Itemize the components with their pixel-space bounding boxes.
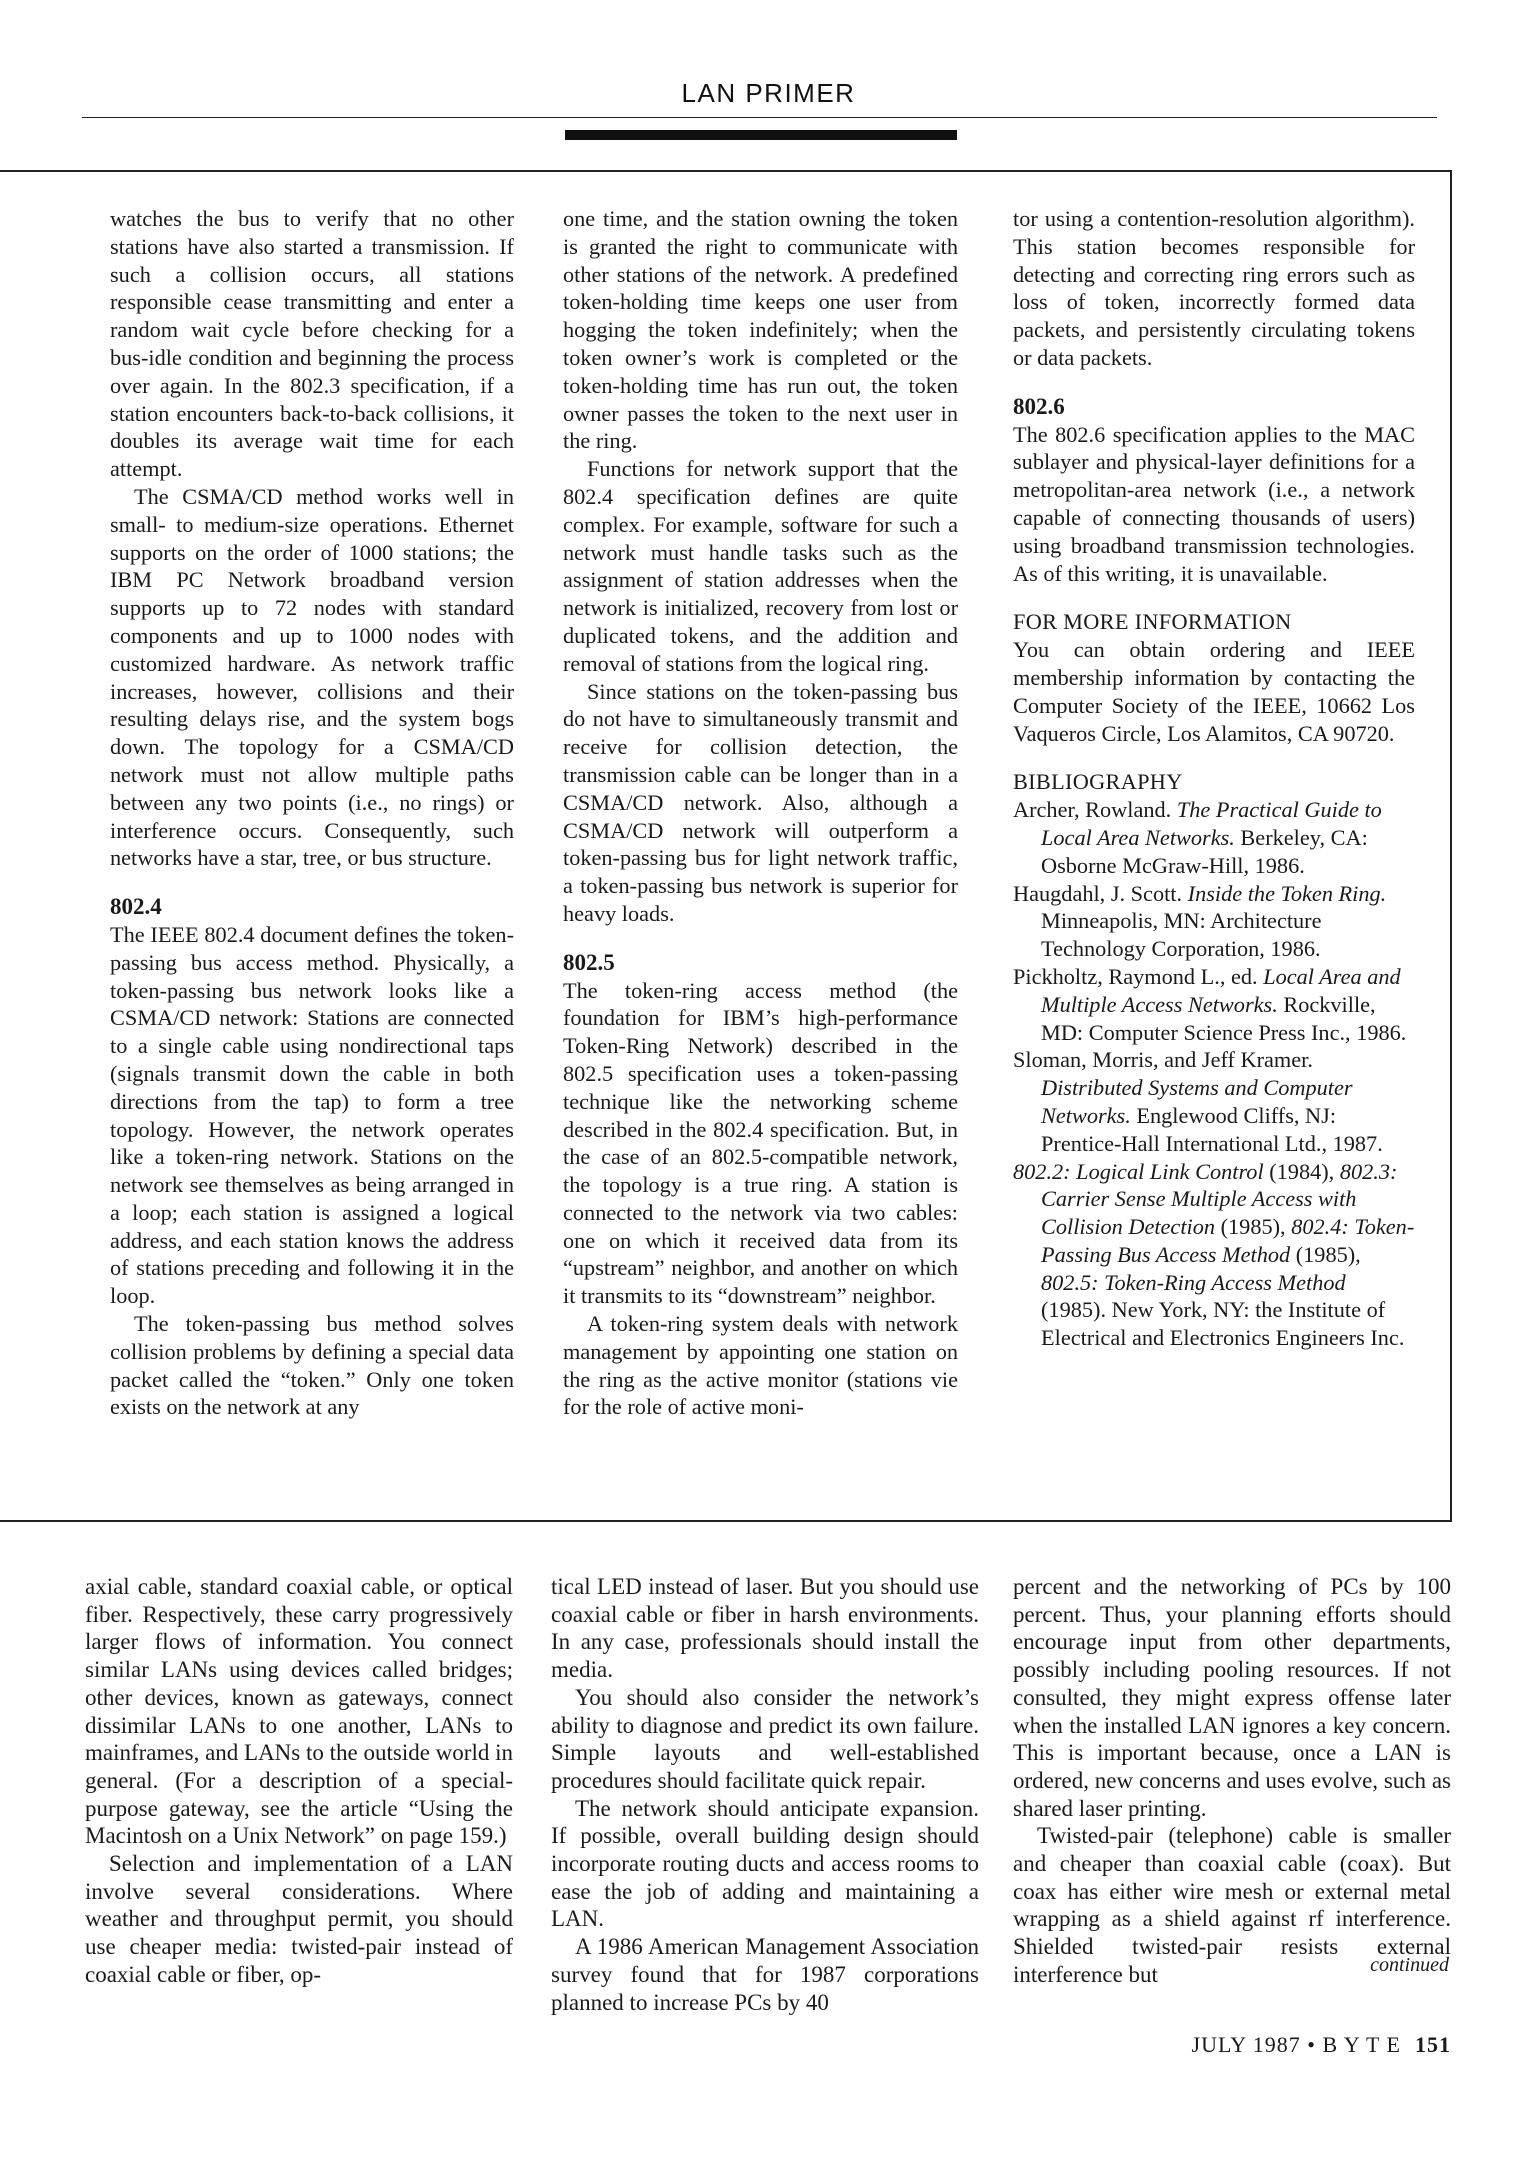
section-heading-802-6: 802.6 <box>1013 393 1065 419</box>
paragraph: watches the bus to verify that no other stations have also started a transmission. If such a collision occurs, all stations responsible cease transmitting and enter a random wait cycle before checking for a bus-idle condition and beginning the process over again. In the 802.3 specification, if a station encounters back-to-back collisions, it doubles its average wait time for each attempt. <box>110 206 514 482</box>
paragraph: The network should anticipate expansion. If possible, overall building design should incorporate routing ducts and access rooms to ease the job of adding and maintaining a LAN. <box>551 1795 979 1932</box>
bibliography-list <box>1013 796 1415 1352</box>
bibliography-entry-ieee: 802.2: Logical Link Control (1984), 802.3: Carrier Sense Multiple Access with Collision Detection (1985), 802.4: Token-Passing Bus Access Method (1985), 802.5: Token-Ring Access Method (1985). New York, NY: the Institute of Electrical and Electronics Engineers Inc. <box>1013 1158 1415 1351</box>
sidebar-column-1 <box>110 205 514 1421</box>
page-footer <box>1192 2032 1451 2058</box>
paragraph: Selection and implementation of a LAN involve several considerations. Where weather and throughput permit, you should use cheaper media: twisted-pair instead of coaxial cable or fiber, op- <box>85 1851 513 1987</box>
bibliography-entry: Pickholtz, Raymond L., ed. Local Area and Multiple Access Networks. Rockville, MD: Computer Science Press Inc., 1986. <box>1013 963 1407 1045</box>
issue-label: JULY 1987 • B Y T E <box>1191 2032 1401 2057</box>
sidebar-column-3 <box>1013 205 1415 1352</box>
paragraph: A token-ring system deals with network management by appointing one station on the ring as the active monitor (stations vie for the role of active moni- <box>563 1311 958 1420</box>
main-column-3 <box>1013 1573 1451 1989</box>
paragraph: The CSMA/CD method works well in small- to medium-size operations. Ethernet supports on the order of 1000 stations; the IBM PC Network broadband version supports up to 72 nodes with standard components and up to 1000 nodes with customized hardware. As network traffic increases, however, collisions and their resulting delays rise, and the system bogs down. The topology for a CSMA/CD network must not allow multiple paths between any two points (i.e., no rings) or interference occurs. Consequently, such networks have a star, tree, or bus structure. <box>110 483 514 871</box>
page-header-title: LAN PRIMER <box>681 78 856 108</box>
paragraph: tical LED instead of laser. But you should use coaxial cable or fiber in harsh environments. In any case, professionals should install the media. <box>551 1574 979 1683</box>
header-bar <box>565 130 957 140</box>
paragraph: The IEEE 802.4 document defines the token-passing bus access method. Physically, a token-passing bus network looks like a CSMA/CD network: Stations are connected to a single cable using nondirectional taps (signals transmit down the cable in both directions from the tap) to form a tree topology. However, the network operates like a token-ring network. Stations on the network see themselves as being arranged in a loop; each station is assigned a logical address, and each station knows the address of stations preceding and following it in the loop. <box>110 921 514 1309</box>
main-column-2 <box>551 1573 979 2016</box>
main-column-1 <box>85 1573 513 1989</box>
section-heading-more-info: FOR MORE INFORMATION <box>1013 609 1292 635</box>
paragraph: You should also consider the network’s ability to diagnose and predict its own failure. Simple layouts and well-established procedures should facilitate quick repair. <box>551 1684 979 1793</box>
bibliography-entry: Haugdahl, J. Scott. Inside the Token Ring. Minneapolis, MN: Architecture Technology Corporation, 1986. <box>1013 880 1387 962</box>
section-heading-802-4: 802.4 <box>110 894 162 920</box>
paragraph: The token-passing bus method solves collision problems by defining a special data packet called the “token.” Only one token exists on the network at any <box>110 1311 514 1420</box>
paragraph: percent and the networking of PCs by 100 percent. Thus, your planning efforts should encourage input from other departments, possibly including pooling resources. If not consulted, they might express offense later when the installed LAN ignores a key concern. This is important because, once a LAN is ordered, new concerns and uses evolve, such as shared laser printing. <box>1013 1574 1451 1821</box>
paragraph: tor using a contention-resolution algorithm). This station becomes responsible for detecting and correcting ring errors such as loss of token, incorrectly formed data packets, and persistently circulating tokens or data packets. <box>1013 206 1415 370</box>
paragraph: Functions for network support that the 802.4 specification defines are quite complex. For example, software for such a network must handle tasks such as the assignment of station addresses when the network is initialized, recovery from lost or duplicated tokens, and the addition and removal of stations from the logical ring. <box>563 456 958 676</box>
header-rule <box>82 117 1437 118</box>
paragraph: The token-ring access method (the foundation for IBM’s high-performance Token-Ring Network) described in the 802.5 specification uses a token-passing technique like the networking scheme described in the 802.4 specification. But, in the case of an 802.5-compatible network, the topology is a true ring. A station is connected to the network via two cables: one on which it received data from its “upstream” neighbor, and another on which it transmits to its “downstream” neighbor. <box>563 977 958 1309</box>
paragraph: Since stations on the token-passing bus do not have to simultaneously transmit and receive for collision detection, the transmission cable can be longer than in a CSMA/CD network. Also, although a CSMA/CD network will outperform a token-passing bus for light network traffic, a token-passing bus network is superior for heavy loads. <box>563 678 958 926</box>
section-heading-bibliography: BIBLIOGRAPHY <box>1013 769 1183 795</box>
section-heading-802-5: 802.5 <box>563 949 615 975</box>
page-number: 151 <box>1415 2032 1451 2057</box>
continued-note: continued <box>1370 1954 1449 1976</box>
bibliography-entry: Archer, Rowland. The Practical Guide to Local Area Networks. Berkeley, CA: Osborne McGraw-Hill, 1986. <box>1013 797 1382 878</box>
paragraph: Twisted-pair (telephone) cable is smaller and cheaper than coaxial cable (coax). But coax has either wire mesh or external metal wrapping as a shield against rf interference. Shielded twisted-pair resists external interference but <box>1013 1823 1451 1987</box>
paragraph: axial cable, standard coaxial cable, or optical fiber. Respectively, these carry progressively larger flows of information. You connect similar LANs using devices called bridges; other devices, known as gateways, connect dissimilar LANs to one another, LANs to mainframes, and LANs to the outside world in general. (For a description of a special-purpose gateway, see the article “Using the Macintosh on a Unix Network” on page 159.) <box>85 1574 513 1849</box>
paragraph: You can obtain ordering and IEEE membership information by contacting the Computer Society of the IEEE, 10662 Los Vaqueros Circle, Los Alamitos, CA 90720. <box>1013 637 1415 746</box>
bibliography-entry: Sloman, Morris, and Jeff Kramer. Distributed Systems and Computer Networks. Englewood Cliffs, NJ: Prentice-Hall International Ltd., 1987. <box>1013 1047 1383 1156</box>
paragraph: one time, and the station owning the token is granted the right to communicate with other stations of the network. A predefined token-holding time keeps one user from hogging the token indefinitely; when the token owner’s work is completed or the token-holding time has run out, the token owner passes the token to the next user in the ring. <box>563 206 958 454</box>
sidebar-column-2 <box>563 205 958 1421</box>
paragraph: A 1986 American Management Association survey found that for 1987 corporations planned to increase PCs by 40 <box>551 1934 979 2015</box>
paragraph: The 802.6 specification applies to the MAC sublayer and physical-layer definitions for a metropolitan-area network (i.e., a network capable of connecting thousands of users) using broadband transmission technologies. As of this writing, it is unavailable. <box>1013 421 1415 586</box>
